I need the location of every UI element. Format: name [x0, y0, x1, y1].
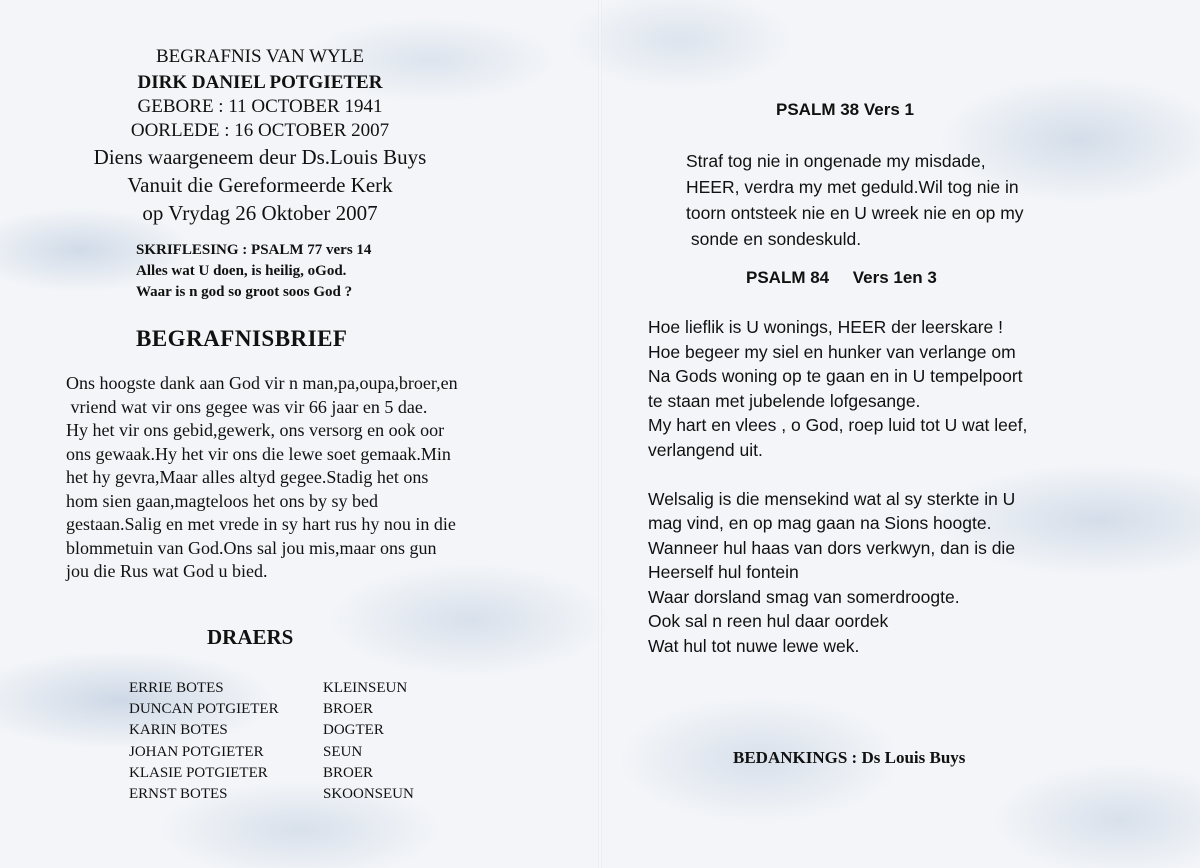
- psalm-line: Wat hul tot nuwe lewe wek.: [648, 635, 860, 656]
- pallbearer-name: JOHAN POTGIETER: [129, 743, 264, 760]
- funeral-letter: [66, 372, 526, 584]
- psalm-line: Na Gods woning op te gaan en in U tempelpoort: [648, 366, 1023, 386]
- letter-line: vriend wat vir ons gegee was vir 66 jaar en 5 dae.: [66, 396, 428, 417]
- pallbearer-relation: KLEINSEUN: [323, 680, 408, 696]
- psalm-line: Welsalig is die mensekind wat al sy sterkte in U: [648, 488, 1016, 509]
- psalm-line: HEER, verdra my met geduld.Wil tog nie in: [686, 177, 1019, 197]
- pallbearer-row: [129, 784, 414, 805]
- psalm-line: Ook sal n reen hul daar oordek: [648, 611, 889, 631]
- letter-line: Ons hoogste dank aan God vir n man,pa,oupa,broer,en: [66, 373, 458, 393]
- pallbearer-relation: SEUN: [323, 743, 363, 760]
- funeral-heading: BEGRAFNIS VAN WYLE: [156, 46, 364, 67]
- death-date: OORLEDE : 16 OCTOBER 2007: [130, 120, 390, 141]
- psalm-38-title: PSALM 38 Vers 1: [776, 100, 914, 119]
- psalm-line: Hoe begeer my siel en hunker van verlange om: [648, 341, 1016, 362]
- pallbearer-row: [129, 742, 414, 763]
- pallbearer-row: [129, 678, 414, 699]
- psalm-line: Waar dorsland smag van somerdroogte.: [648, 586, 960, 607]
- scripture-reference: SKRIFLESING : PSALM 77 vers 14: [136, 242, 372, 258]
- letter-title: BEGRAFNISBRIEF: [136, 326, 348, 351]
- letter-line: gestaan.Salig en met vrede in sy hart rus hy nou in die: [66, 514, 456, 534]
- scripture-line: Alles wat U doen, is heilig, oGod.: [136, 263, 347, 279]
- right-page: [600, 0, 1200, 868]
- psalm-line: My hart en vlees , o God, roep luid tot U wat leef,: [648, 415, 1028, 435]
- psalm-line: toorn ontsteek nie en U wreek nie en op my: [686, 203, 1024, 223]
- psalm-line: Wanneer hul haas van dors verkwyn, dan is die: [648, 537, 1016, 558]
- pallbearers-title: DRAERS: [207, 625, 294, 649]
- acknowledgements: BEDANKINGS : Ds Louis Buys: [733, 748, 966, 767]
- psalm-line: Heerself hul fontein: [648, 562, 799, 582]
- psalm-line: Hoe lieflik is U wonings, HEER der leerskare !: [648, 317, 1003, 337]
- pallbearer-relation: DOGTER: [323, 722, 384, 739]
- pallbearer-row: [129, 763, 414, 784]
- pallbearer-row: [129, 699, 414, 720]
- officiant-line: Diens waargeneem deur Ds.Louis Buys: [93, 145, 427, 169]
- pallbearer-relation: SKOONSEUN: [323, 786, 414, 803]
- letter-line: jou die Rus wat God u bied.: [66, 561, 268, 581]
- pallbearer-relation: BROER: [323, 764, 374, 781]
- psalm-line: verlangend uit.: [648, 439, 763, 460]
- psalm-line: sonde en sondeskuld.: [686, 229, 862, 249]
- stanza-gap: [648, 462, 1027, 487]
- deceased-name: DIRK DANIEL POTGIETER: [137, 72, 383, 93]
- pallbearer-name: KLASIE POTGIETER: [129, 764, 268, 781]
- pallbearer-relation: BROER: [323, 701, 374, 718]
- scripture-reading: [136, 240, 371, 303]
- letter-line: hom sien gaan,magteloos het ons by sy bed: [66, 490, 378, 511]
- psalm-line: Straf tog nie in ongenade my misdade,: [686, 151, 986, 171]
- service-date: op Vrydag 26 Oktober 2007: [142, 201, 378, 225]
- letter-line: ons gewaak.Hy het vir ons die lewe soet gemaak.Min: [66, 443, 451, 464]
- pallbearers-list: [129, 678, 414, 805]
- letter-line: het hy gevra,Maar alles altyd gegee.Stadig het ons: [66, 467, 429, 487]
- letter-line: blommetuin van God.Ons sal jou mis,maar ons gun: [66, 537, 437, 558]
- pallbearer-name: KARIN BOTES: [129, 722, 228, 739]
- psalm-84-title: PSALM 84 Vers 1en 3: [746, 268, 937, 287]
- psalm-84-text: [648, 315, 1027, 658]
- church-line: Vanuit die Gereformeerde Kerk: [127, 173, 393, 197]
- psalm-line: mag vind, en op mag gaan na Sions hoogte.: [648, 513, 992, 533]
- pallbearer-name: DUNCAN POTGIETER: [129, 701, 279, 718]
- pallbearer-name: ERNST BOTES: [129, 786, 228, 803]
- psalm-38-text: [686, 148, 1024, 252]
- pallbearer-name: ERRIE BOTES: [129, 680, 224, 696]
- pallbearer-row: [129, 720, 414, 741]
- psalm-line: te staan met jubelende lofgesange.: [648, 390, 921, 411]
- scripture-line: Waar is n god so groot soos God ?: [136, 284, 353, 300]
- birth-date: GEBORE : 11 OCTOBER 1941: [137, 96, 383, 117]
- letter-line: Hy het vir ons gebid,gewerk, ons versorg en ook oor: [66, 420, 445, 440]
